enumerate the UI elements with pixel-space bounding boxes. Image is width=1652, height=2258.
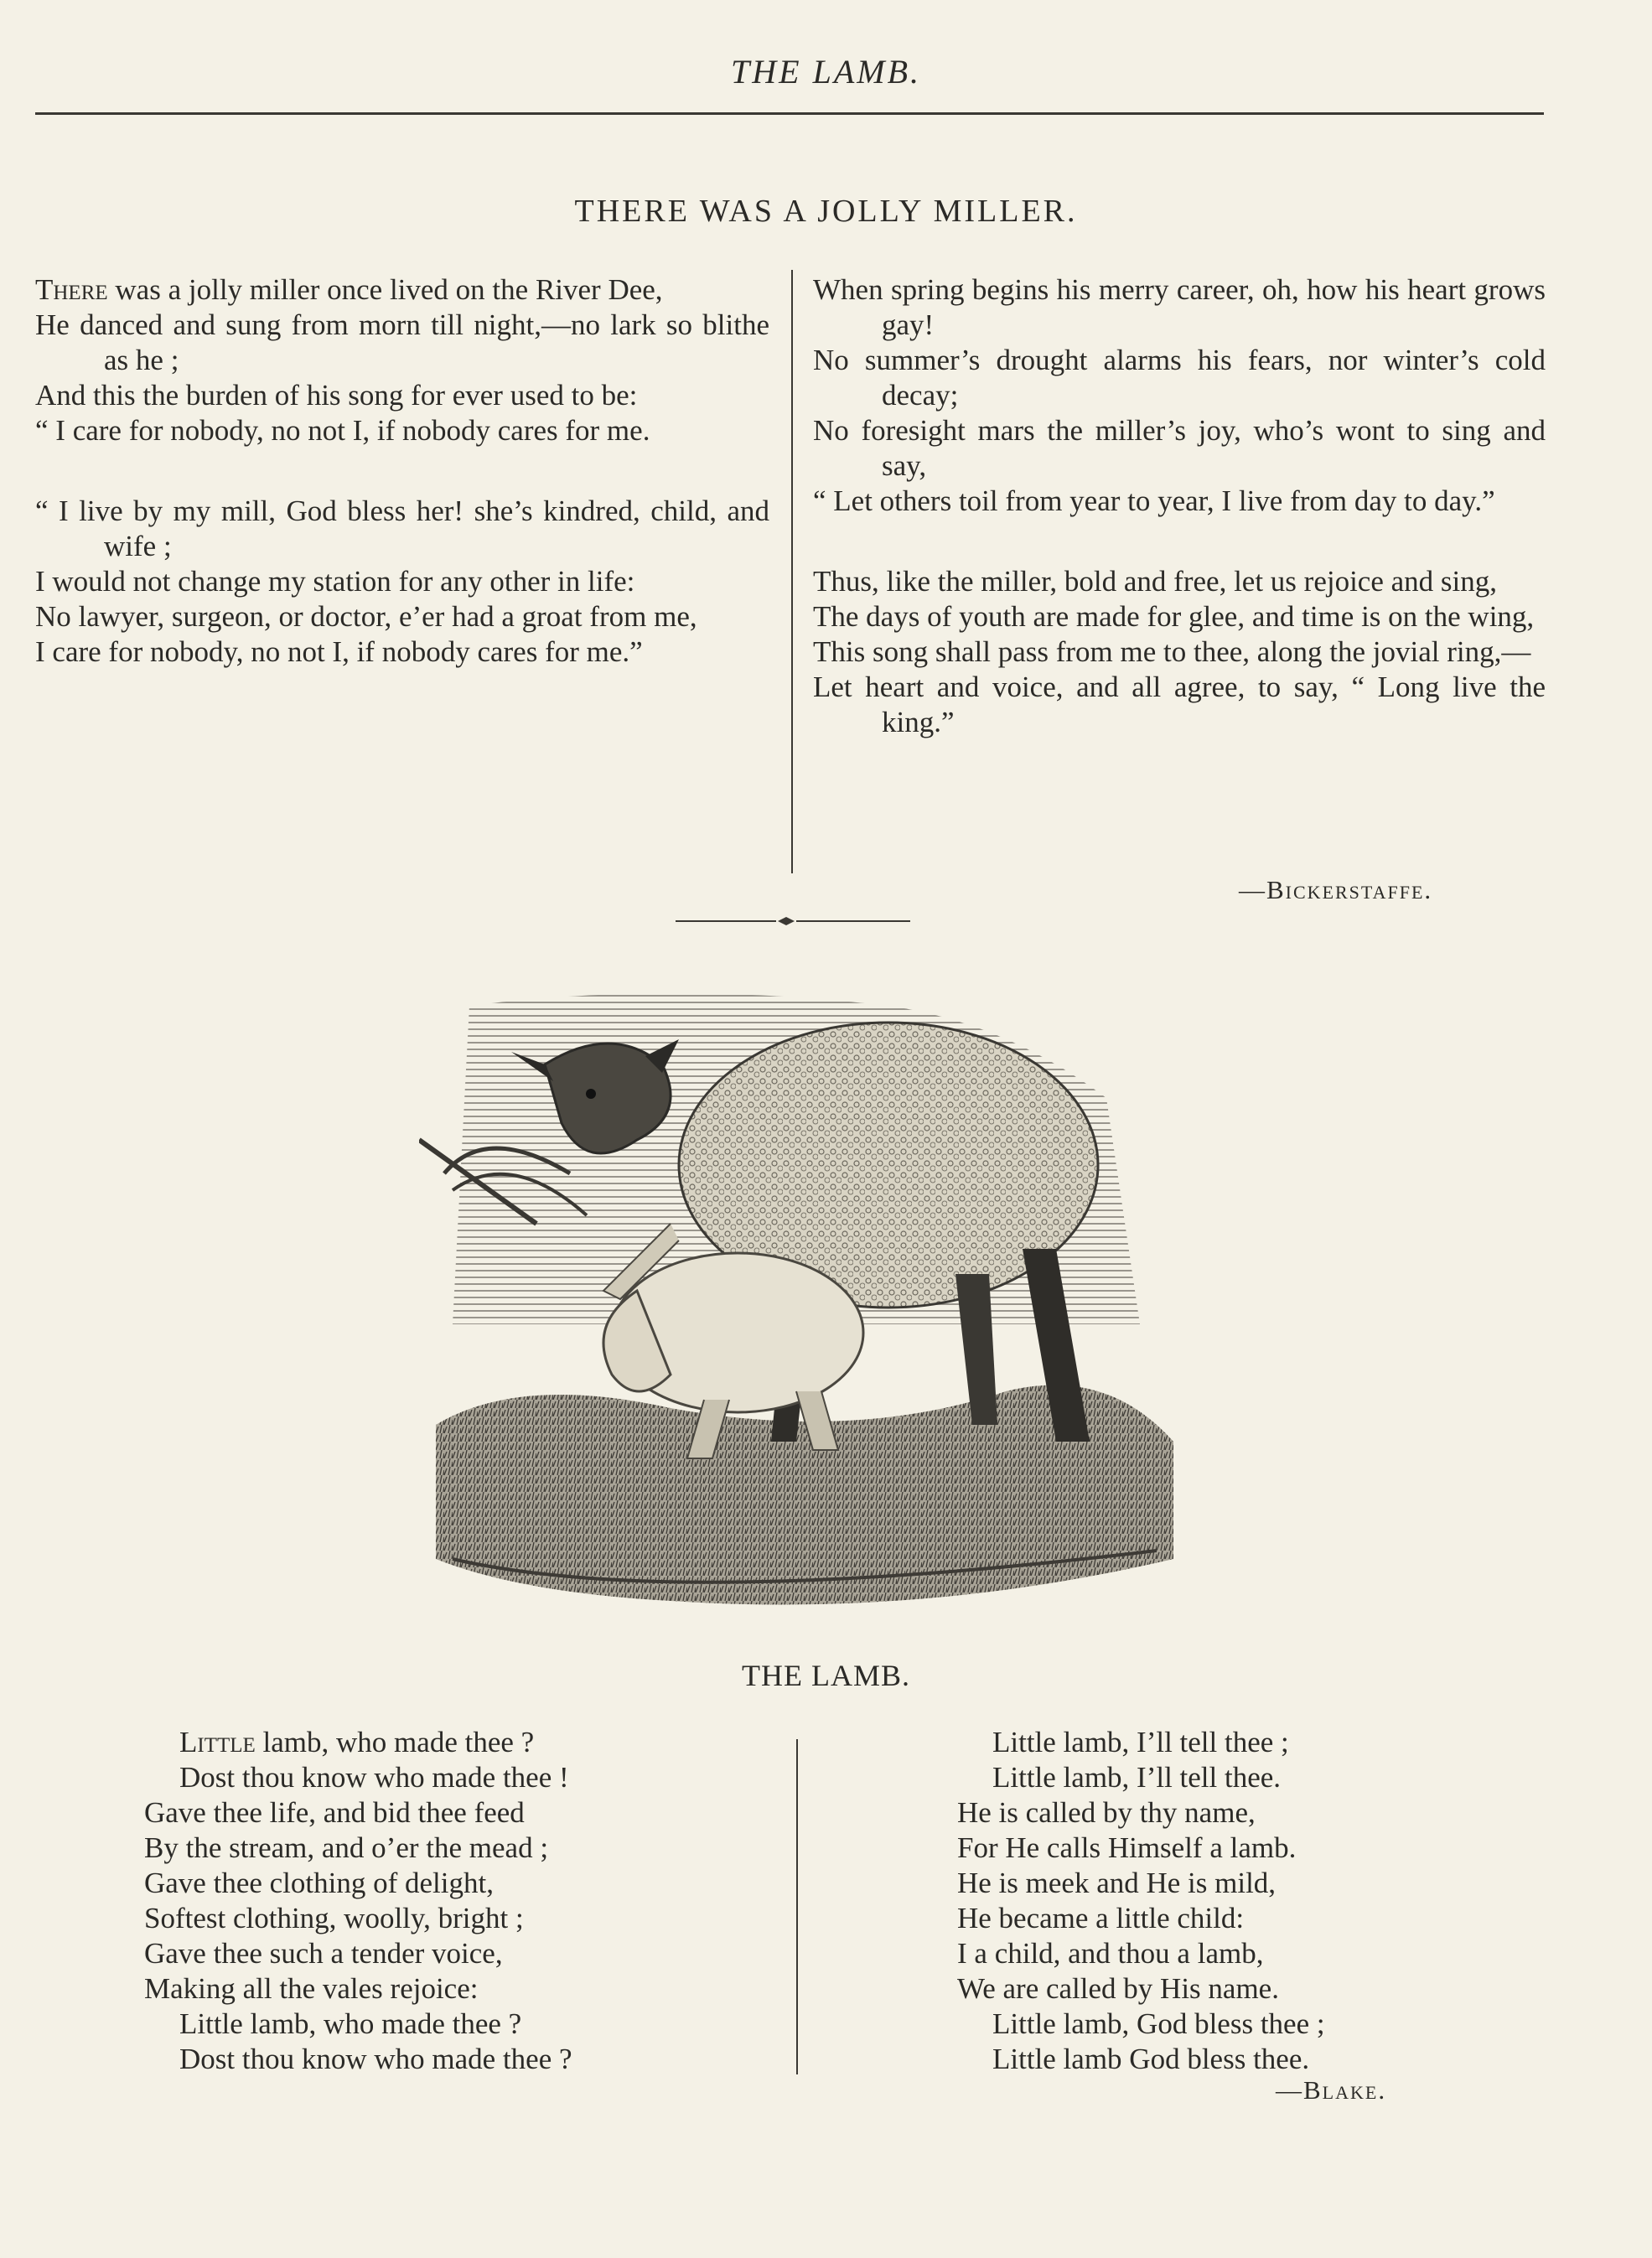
attribution-blake: —Blake. [1276,2075,1387,2105]
column-divider [796,1739,798,2074]
drop-word: Little [179,1726,256,1758]
verse-line: “ Let others toil from year to year, I live from day to day.” [813,484,1495,517]
verse-line: He danced and sung from morn till night,—no lark so blithe as he ; [35,308,769,376]
miller-left-column [35,272,769,670]
verse-line: “ I live by my mill, God bless her! she’s kindred, child, and wife ; [35,495,769,562]
verse-line: He is meek and He is mild, [957,1867,1277,1899]
verse-line: For He calls Himself a lamb. [957,1831,1297,1864]
verse-line: Dost thou know who made thee ! [179,1761,569,1794]
verse-line: Little lamb, who made thee ? [179,1726,535,1758]
verse-line: Dost thou know who made thee ? [179,2043,572,2075]
attribution-bickerstaffe: —Bickerstaffe. [1239,875,1433,904]
miller-right-column [813,272,1546,740]
lamb-right-column [957,1725,1477,2077]
verse-line: He became a little child: [957,1902,1245,1934]
poem-title-miller: THERE WAS A JOLLY MILLER. [574,194,1078,229]
verse-line: And this the burden of his song for ever used to be: [35,379,638,412]
column-divider [791,270,793,873]
verse-line: Little lamb God bless thee. [992,2043,1310,2075]
verse-line: Gave thee life, and bid thee feed [144,1796,525,1829]
lamb-left-column [144,1725,697,2077]
verse-line: “ I care for nobody, no not I, if nobody cares for me. [35,414,650,447]
verse-line: Little lamb, I’ll tell thee. [992,1761,1282,1794]
verse-line: No summer’s drought alarms his fears, nor winter’s cold decay; [813,344,1546,412]
verse-line: No lawyer, surgeon, or doctor, e’er had a groat from me, [35,600,697,633]
drop-word: There [35,273,108,306]
verse-line: Little lamb, who made thee ? [179,2007,522,2040]
sheep-and-lamb-engraving [419,972,1190,1618]
verse-line: Gave thee clothing of delight, [144,1867,494,1899]
verse-line: By the stream, and o’er the mead ; [144,1831,549,1864]
verse-line: Let heart and voice, and all agree, to say, “ Long live the king.” [813,671,1546,738]
verse-line: I care for nobody, no not I, if nobody cares for me.” [35,635,643,668]
verse-line: This song shall pass from me to thee, along the jovial ring,— [813,635,1531,668]
verse-line: The days of youth are made for glee, and time is on the wing, [813,600,1535,633]
verse-line: There was a jolly miller once lived on the River Dee, [35,273,663,306]
verse-line: When spring begins his merry career, oh, how his heart grows gay! [813,273,1546,341]
verse-line: I would not change my station for any other in life: [35,565,635,598]
verse-line: Making all the vales rejoice: [144,1972,479,2005]
verse-line: Softest clothing, woolly, bright ; [144,1902,524,1934]
verse-line: Thus, like the miller, bold and free, let us rejoice and sing, [813,565,1498,598]
verse-line: Little lamb, I’ll tell thee ; [992,1726,1289,1758]
verse-line: We are called by His name. [957,1972,1279,2005]
poem-title-lamb: THE LAMB. [742,1659,910,1692]
verse-line: Little lamb, God bless thee ; [992,2007,1325,2040]
running-head: THE LAMB. [731,53,921,91]
verse-line: He is called by thy name, [957,1796,1256,1829]
header-rule [35,112,1544,115]
ornament-divider [676,915,910,927]
verse-line: Gave thee such a tender voice, [144,1937,503,1970]
verse-line: I a child, and thou a lamb, [957,1937,1264,1970]
verse-line: No foresight mars the miller’s joy, who’s wont to sing and say, [813,414,1546,482]
